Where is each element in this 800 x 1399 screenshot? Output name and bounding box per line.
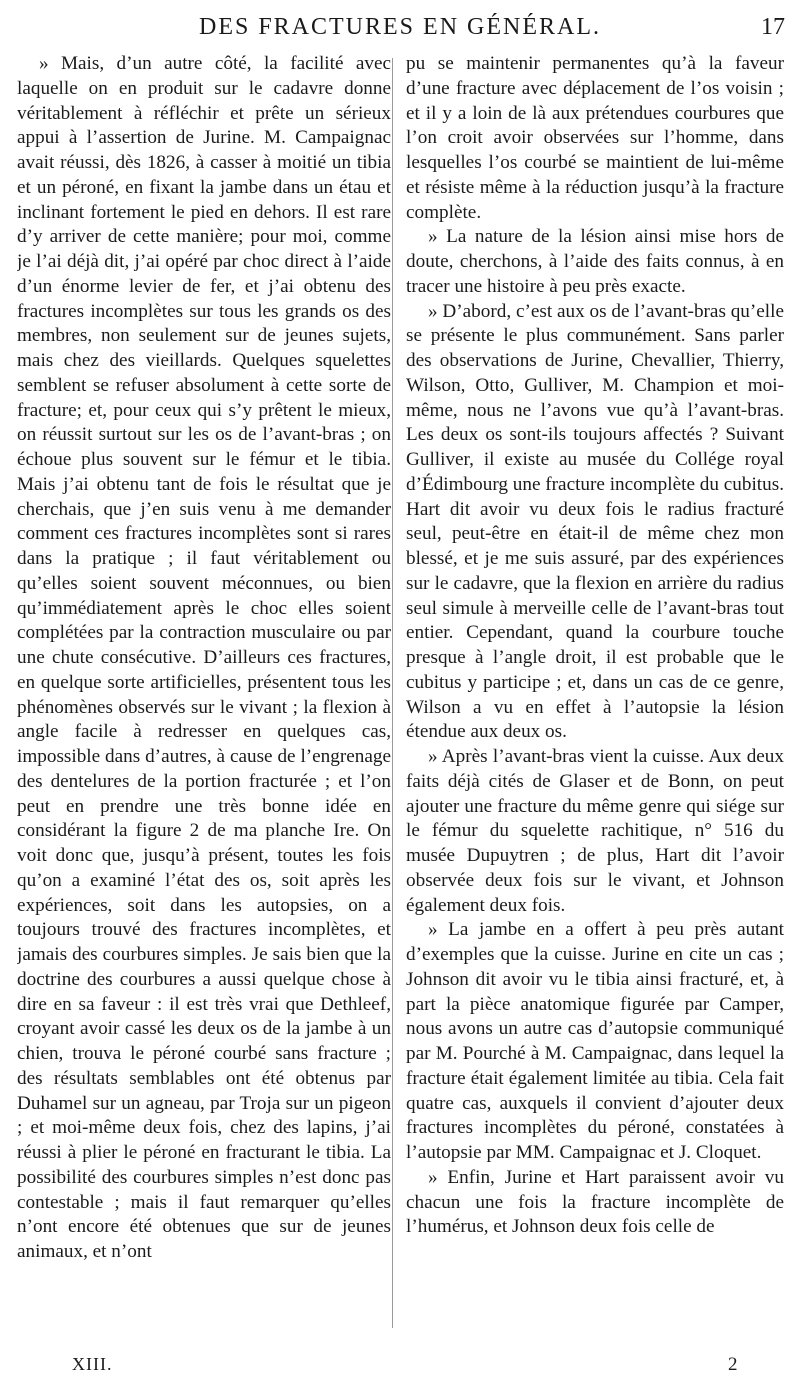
running-header	[0, 6, 800, 46]
right-paragraph-3: » Après l’avant-bras vient la cuisse. Aux deux faits déjà cités de Glaser et de Bonn, on peut ajouter une fracture du même genre qui siége sur le fémur du squelette rachitique, n° 516 du musée Dupuytren ; de plus, Hart dit l’avoir observée deux fois sur le vivant, et Johnson également deux fois.	[406, 746, 784, 916]
page-footer	[0, 1354, 800, 1394]
page-number: 17	[761, 14, 785, 40]
column-divider	[392, 58, 393, 1328]
signature-number: 2	[728, 1354, 738, 1375]
signature-mark: XIII.	[72, 1354, 113, 1374]
right-paragraph-4: » La jambe en a offert à peu près autant d’exemples que la cuisse. Jurine en cite un cas ; Johnson dit avoir vu le tibia ainsi fracturé, et, à part la pièce anatomique figurée par Camper, nous avons un autre cas d’autopsie communiqué par M. Pourché à M. Campaignac, dans lequel la fracture était également limitée au tibia. Cela fait quatre cas, auxquels il convient d’ajouter deux fractures incomplètes du péroné, constatées à l’autopsie par MM. Campaignac et J. Cloquet.	[406, 919, 784, 1163]
right-continuation: pu se maintenir permanentes qu’à la faveur d’une fracture avec déplacement de l’os voisin ; et il y a loin de là aux prétendues courbures que l’on croit avoir observées sur l’homme, dans lesquelles l’os courbé se maintient de lui-même et résiste même à la réduction jusqu’à la fracture complète.	[406, 53, 784, 223]
right-column	[406, 52, 784, 1348]
left-paragraph-1: » Mais, d’un autre côté, la facilité avec laquelle on en produit sur le cadavre donne véritablement à réfléchir et prête un sérieux appui à l’assertion de Jurine. M. Campaignac avait réussi, dès 1826, à casser à moitié un tibia et un péroné, en fixant la jambe dans un étau et inclinant fortement le pied en dehors. Il est rare d’y arriver de cette manière; pour moi, comme je l’ai déjà dit, j’ai opéré par choc direct à l’aide d’un énorme levier de fer, et j’ai obtenu des fractures incomplètes sur tous les grands os des membres, non seulement sur de jeunes sujets, mais chez des vieillards. Quelques squelettes semblent se refuser absolument à cette sorte de fracture; et, pour ceux qui s’y prêtent le mieux, on réussit surtout sur les os de l’avant-bras ; on échoue plus souvent sur le fémur et le tibia. Mais j’ai obtenu tant de fois le résultat que je cherchais, que j’en suis venu à me demander comment ces fractures incomplètes sont si rares dans la pratique ; il faut véritablement ou qu’elles soient souvent méconnues, ou bien qu’immédiatement après le choc elles soient complétées par la contraction musculaire ou par une chute consécutive. D’ailleurs ces fractures, en quelque sorte artificielles, présentent tous les phénomènes observés sur le vivant ; la flexion à angle facile à redresser en quelques cas, impossible dans d’autres, à cause de l’engrenage des dentelures de la portion fracturée ; et l’on peut en prendre une très bonne idée en considérant la figure 2 de ma planche Ire. On voit donc que, jusqu’à présent, toutes les fois qu’on a examiné l’état des os, soit après les expériences, soit dans les autopsies, on a toujours trouvé des fractures incomplètes, et jamais des courbures simples. Je sais bien que la doctrine des courbures a aussi quelque chose à dire en sa faveur : il est très vrai que Dethleef, croyant avoir cassé les deux os de la jambe à un chien, trouva le péroné courbé sans fracture ; des résultats semblables ont été obtenus par Duhamel sur un agneau, par Troja sur un pigeon ; et moi-même deux fois, chez des lapins, j’ai réussi à plier le péroné en fracturant le tibia. La possibilité des courbures simples n’est donc pas contestable ; mais il faut remarquer qu’elles n’ont encore été obtenues que sur de jeunes animaux, et n’ont	[17, 53, 391, 1262]
right-paragraph-5: » Enfin, Jurine et Hart paraissent avoir vu chacun une fois la fracture incomplète de l’humérus, et Johnson deux fois celle de	[406, 1166, 784, 1238]
right-paragraph-2: » D’abord, c’est aux os de l’avant-bras qu’elle se présente le plus communément. Sans parler des observations de Jurine, Chevallier, Thierry, Wilson, Otto, Gulliver, M. Champion et moi-même, nous ne l’avons vue qu’à l’avant-bras. Les deux os sont-ils toujours affectés ? Suivant Gulliver, il existe au musée du Collége royal d’Édimbourg une fracture incomplète du cubitus. Hart dit avoir vu deux fois le radius fracturé seul, peut-être en était-il de même chez mon blessé, et je me suis assuré, par des expériences sur le cadavre, que la flexion en arrière du radius seul simule à merveille celle de l’avant-bras tout entier. Cependant, quand la courbure touche presque à l’angle droit, il est probable que le cubitus y participe ; et, dans un cas de ce genre, Wilson a vu en effet à l’autopsie la lésion étendue aux deux os.	[406, 300, 784, 743]
left-column	[17, 52, 391, 1348]
header-title: DES FRACTURES EN GÉNÉRAL.	[198, 14, 602, 40]
right-paragraph-1: » La nature de la lésion ainsi mise hors de doute, cherchons, à l’aide des faits connus, à en tracer une histoire à peu près exacte.	[406, 226, 784, 297]
